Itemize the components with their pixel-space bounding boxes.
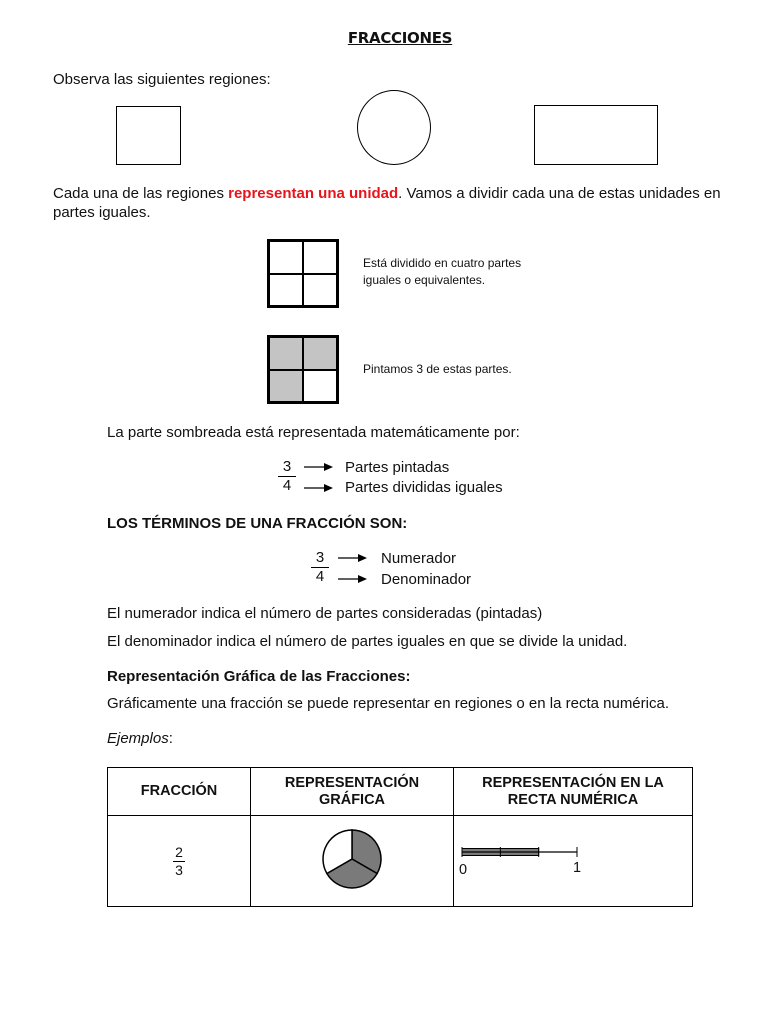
header-grafica: REPRESENTACIÓN GRÁFICA [251, 768, 454, 816]
intro-text: Observa las siguientes regiones: [53, 71, 271, 88]
quarter-part [303, 274, 337, 307]
row-numerator: 2 [175, 843, 183, 860]
numerator: 3 [311, 549, 329, 568]
pie-chart [320, 827, 384, 891]
number-line-cell [454, 816, 693, 907]
shaded-part [269, 337, 303, 370]
line-start-label: 0 [459, 862, 468, 878]
quarter-part [303, 241, 337, 274]
graphic-text: Gráficamente una fracción se puede representar en regiones o en la recta numérica. [107, 695, 669, 712]
table-row [108, 816, 693, 907]
represented-text: La parte sombreada está representada matemáticamente por: [107, 424, 520, 441]
numerator: 3 [278, 458, 296, 477]
fraction-example [278, 458, 296, 495]
unit-sentence: Cada una de las regiones representan una unidad. Vamos a dividir cada una de estas unidades en partes iguales. [53, 185, 721, 221]
arrow-right-icon [338, 552, 368, 586]
numerator-definition: El numerador indica el número de partes consideradas (pintadas) [107, 605, 543, 622]
numerator-label: Partes pintadas [345, 459, 450, 476]
header-recta: REPRESENTACIÓN EN LA RECTA NUMÉRICA [454, 768, 693, 816]
denominator: 4 [282, 477, 292, 494]
square-region [116, 106, 181, 165]
examples-label: Ejemplos: [107, 730, 173, 747]
denominator-label: Partes divididas iguales [345, 479, 503, 496]
graphic-heading: Representación Gráfica de las Fracciones: [107, 668, 411, 685]
unit-highlight: representan una unidad [228, 185, 399, 202]
divided-square [267, 239, 339, 308]
shaded-part [303, 337, 337, 370]
unshaded-part [303, 370, 337, 403]
header-fraccion: FRACCIÓN [108, 768, 251, 816]
quarter-part [269, 241, 303, 274]
denominator-term-label: Denominador [381, 571, 472, 588]
pie-cell [251, 816, 454, 907]
shaded-part [269, 370, 303, 403]
terms-fraction [311, 549, 329, 586]
fraction-cell [108, 816, 251, 907]
line-end-label: 1 [573, 860, 582, 876]
rectangle-region [534, 105, 658, 165]
denominator: 4 [315, 568, 325, 585]
terms-heading: LOS TÉRMINOS DE UNA FRACCIÓN SON: [107, 515, 408, 532]
quarter-part [269, 274, 303, 307]
page-title: FRACCIONES [347, 29, 453, 47]
circle-region [357, 90, 431, 165]
numerator-term-label: Numerador [381, 550, 457, 567]
denominator-definition: El denominador indica el número de partes iguales en que se divide la unidad. [107, 633, 628, 650]
examples-table [107, 767, 693, 907]
row-denominator: 3 [175, 861, 183, 878]
caption-painted: Pintamos 3 de estas partes. [363, 362, 512, 376]
shaded-square [267, 335, 339, 404]
arrow-right-icon [304, 461, 334, 495]
table-header-row [108, 768, 693, 816]
caption-divided: Está dividido en cuatro partes iguales o equivalentes. [363, 256, 522, 287]
